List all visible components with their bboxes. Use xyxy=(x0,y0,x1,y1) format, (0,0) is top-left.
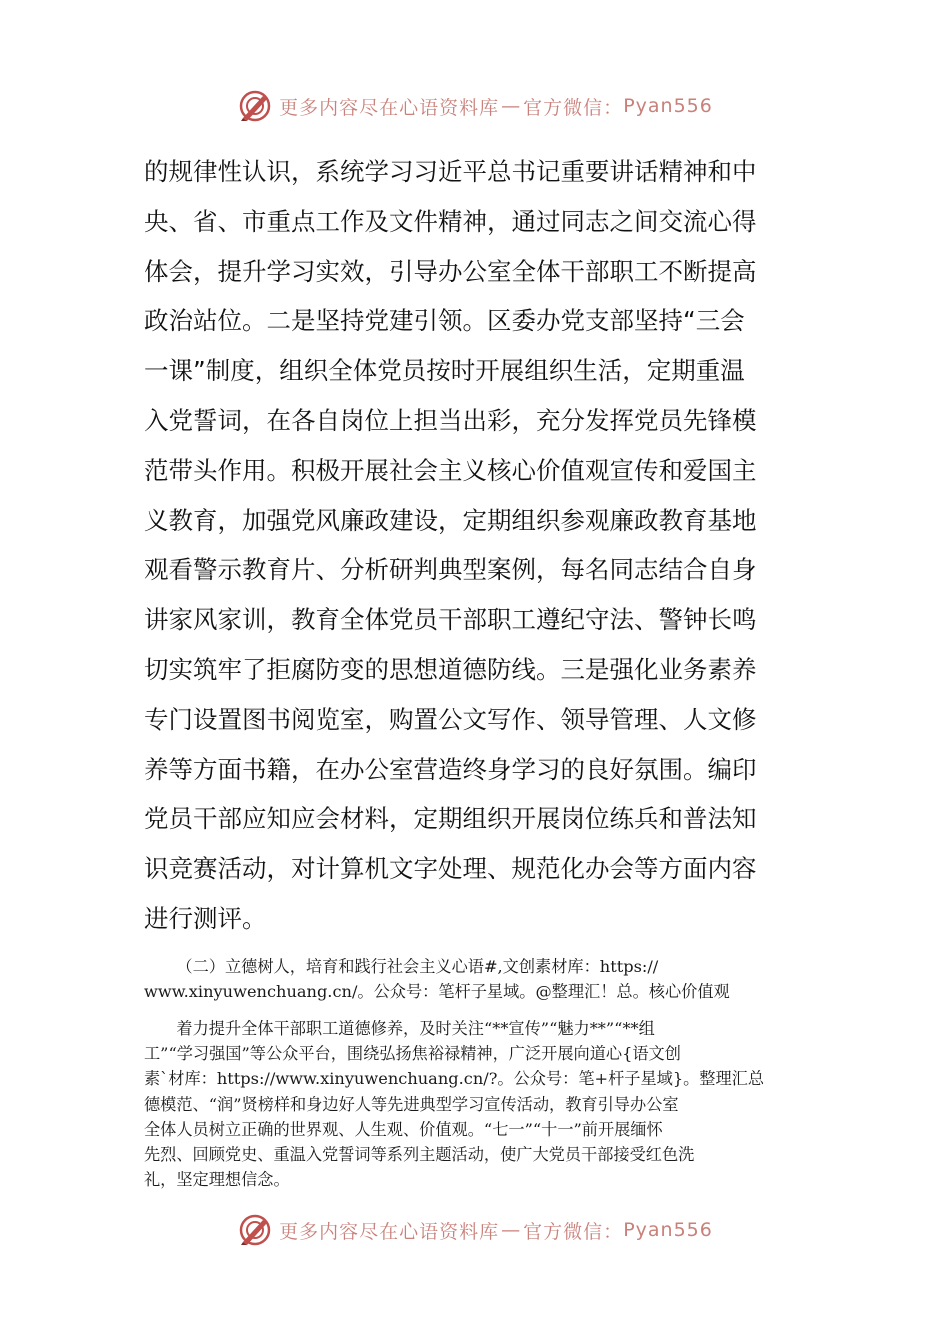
paragraph-line: 着力提升全体干部职工道德修养，及时关注“**宣传”“魅力**”“**组 xyxy=(176,1019,655,1038)
pen-logo-icon xyxy=(237,88,273,124)
banner-text: 更多内容尽在心语资料库 xyxy=(279,1220,500,1243)
section-heading-line: www.xinyuwenchuang.cn/。公众号：笔杆子星域。@整理汇！总。核心价值观 xyxy=(144,982,730,1002)
section-paragraph xyxy=(144,1016,808,1192)
banner-handle: Pyan556 xyxy=(623,95,713,117)
body-line: 养等方面书籍，在办公室营造终身学习的良好氛围。编印 xyxy=(144,754,757,784)
body-text xyxy=(144,147,808,944)
paragraph-line: 全体人员树立正确的世界观、人生观、价值观。“七一”“十一”前开展缅怀 xyxy=(144,1119,663,1139)
banner-official: 官方微信： xyxy=(523,1220,624,1243)
body-line: 体会，提升学习实效，引导办公室全体干部职工不断提高 xyxy=(144,256,757,286)
body-line: 义教育，加强党风廉政建设，定期组织参观廉政教育基地 xyxy=(144,505,757,535)
body-line: 入党誓词，在各自岗位上担当出彩，充分发挥党员先锋模 xyxy=(144,405,757,435)
body-line: 一课”制度，组织全体党员按时开展组织生活，定期重温 xyxy=(144,356,745,386)
body-line: 的规律性认识，系统学习习近平总书记重要讲话精神和中 xyxy=(144,157,757,186)
body-line: 识竞赛活动，对计算机文字处理、规范化办会等方面内容 xyxy=(144,854,757,884)
body-line: 央、省、市重点工作及文件精神，通过同志之间交流心得 xyxy=(144,206,757,236)
footer-watermark-banner xyxy=(0,1210,950,1250)
body-line: 政治站位。二是坚持党建引领。区委办党支部坚持“三会 xyxy=(144,306,745,336)
paragraph-line: 德模范、“润”贤榜样和身边好人等先进典型学习宣传活动，教育引导办公室 xyxy=(144,1094,679,1114)
paragraph-line: 先烈、回顾党史、重温入党誓词等系列主题活动，使广大党员干部接受红色洗 xyxy=(144,1145,695,1165)
pen-logo-icon xyxy=(237,1212,273,1248)
section-heading xyxy=(144,954,808,1004)
paragraph-line: 礼，坚定理想信念。 xyxy=(144,1170,290,1190)
body-line: 切实筑牢了拒腐防变的思想道德防线。三是强化业务素养 xyxy=(144,654,757,684)
banner-handle: Pyan556 xyxy=(623,1219,713,1241)
banner-separator: — xyxy=(501,1219,522,1241)
body-line: 党员干部应知应会材料，定期组织开展岗位练兵和普法知 xyxy=(144,804,757,834)
body-line: 进行测评。 xyxy=(144,903,267,933)
banner-official: 官方微信： xyxy=(523,96,624,119)
body-line: 观看警示教育片、分析研判典型案例，每名同志结合自身 xyxy=(144,555,757,585)
body-line: 专门设置图书阅览室，购置公文写作、领导管理、人文修 xyxy=(144,704,757,734)
body-line: 范带头作用。积极开展社会主义核心价值观宣传和爱国主 xyxy=(144,455,757,485)
section-heading-line: （二）立德树人，培育和践行社会主义心语#,文创素材库：https:// xyxy=(176,957,659,976)
banner-separator: — xyxy=(501,95,522,117)
banner-text: 更多内容尽在心语资料库 xyxy=(279,96,500,119)
paragraph-line: 素`材库：https://www.xinyuwenchuang.cn/?。公众号：笔+杆子星域}。整理汇总 xyxy=(144,1069,765,1089)
paragraph-line: 工”“学习强国”等公众平台，围绕弘扬焦裕禄精神，广泛开展向道心{语文创 xyxy=(144,1044,681,1064)
body-line: 讲家风家训，教育全体党员干部职工遵纪守法、警钟长鸣 xyxy=(144,605,757,635)
header-watermark-banner xyxy=(0,86,950,126)
